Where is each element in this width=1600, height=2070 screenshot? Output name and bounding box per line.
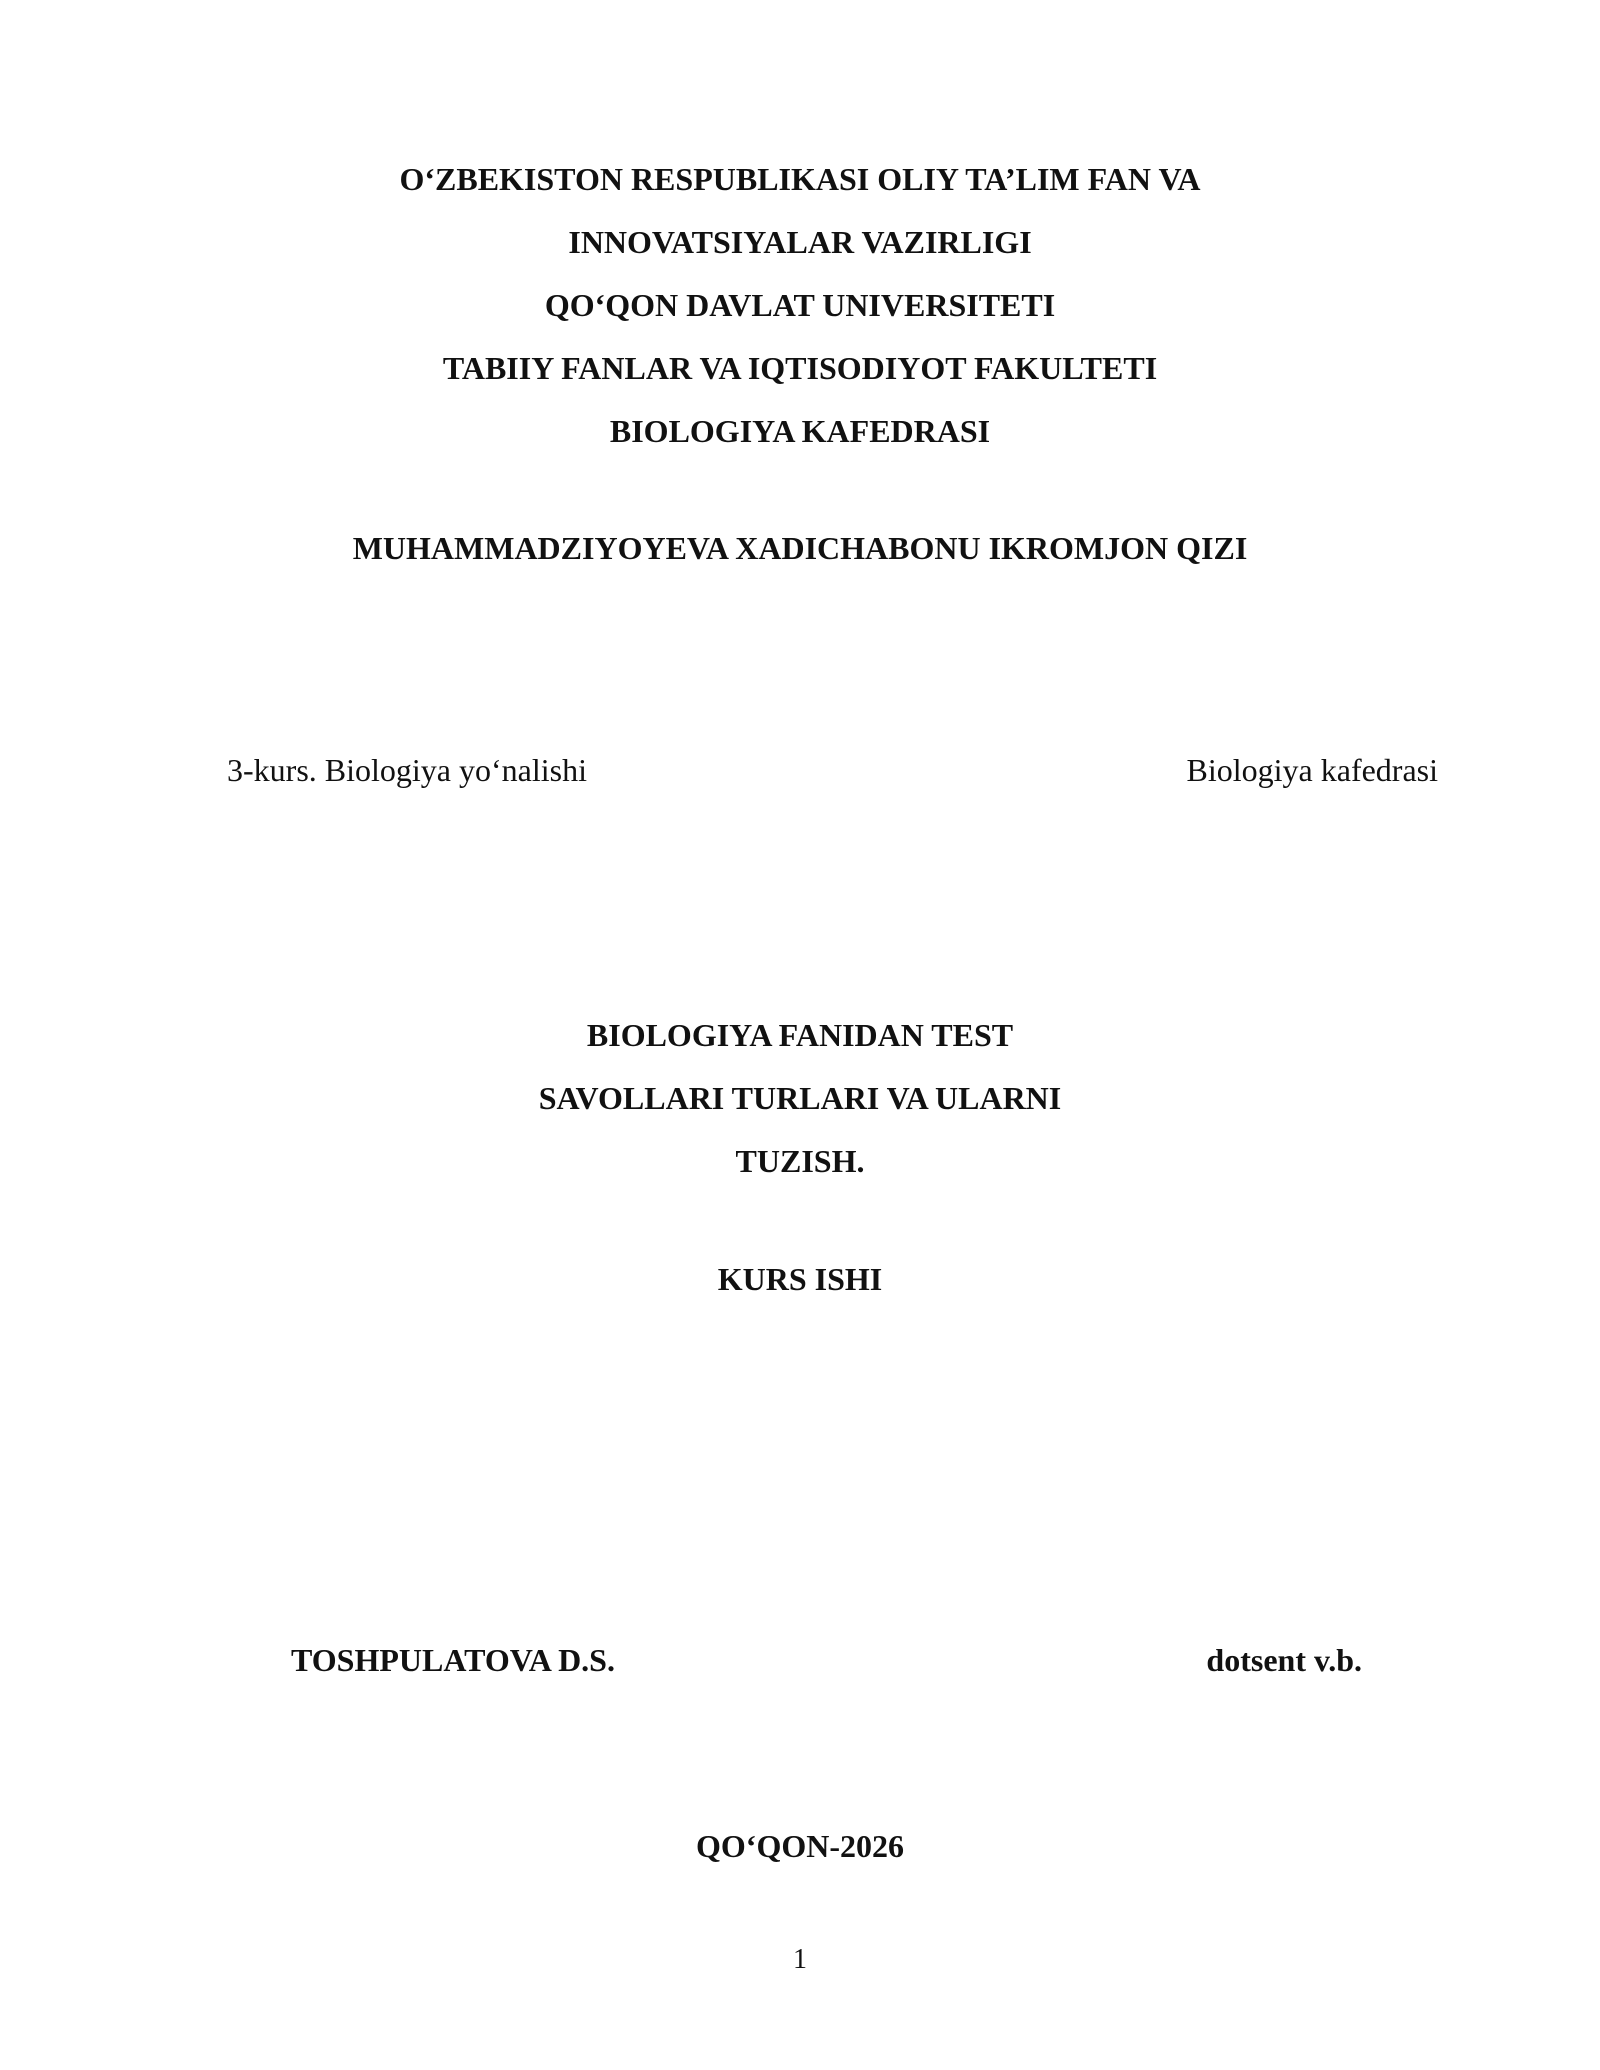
student-department: Biologiya kafedrasi bbox=[1186, 752, 1438, 788]
header-line-ministry-1: O‘ZBEKISTON RESPUBLIKASI OLIY TA’LIM FAN VA bbox=[399, 161, 1201, 197]
work-title bbox=[0, 1004, 1600, 1193]
header-line-university: QO‘QON DAVLAT UNIVERSITETI bbox=[544, 287, 1056, 323]
header-line-ministry-2: INNOVATSIYALAR VAZIRLIGI bbox=[568, 224, 1032, 260]
title-line-2: SAVOLLARI TURLARI VA ULARNI bbox=[538, 1080, 1062, 1116]
supervisor-name: TOSHPULATOVA D.S. bbox=[291, 1642, 615, 1678]
header-line-faculty: TABIIY FANLAR VA IQTISODIYOT FAKULTETI bbox=[442, 350, 1158, 386]
title-line-3: TUZISH. bbox=[735, 1143, 865, 1179]
student-course: 3-kurs. Biologiya yo‘nalishi bbox=[227, 752, 587, 788]
page-number: 1 bbox=[793, 1944, 807, 1975]
student-name: MUHAMMADZIYOYEVA XADICHABONU IKROMJON QIZI bbox=[352, 530, 1248, 566]
institution-header bbox=[0, 148, 1600, 463]
supervisor-position: dotsent v.b. bbox=[1206, 1642, 1362, 1678]
header-line-department: BIOLOGIYA KAFEDRASI bbox=[609, 413, 991, 449]
title-line-1: BIOLOGIYA FANIDAN TEST bbox=[586, 1017, 1014, 1053]
place-year: QO‘QON-2026 bbox=[696, 1828, 904, 1864]
work-type: KURS ISHI bbox=[717, 1261, 883, 1297]
